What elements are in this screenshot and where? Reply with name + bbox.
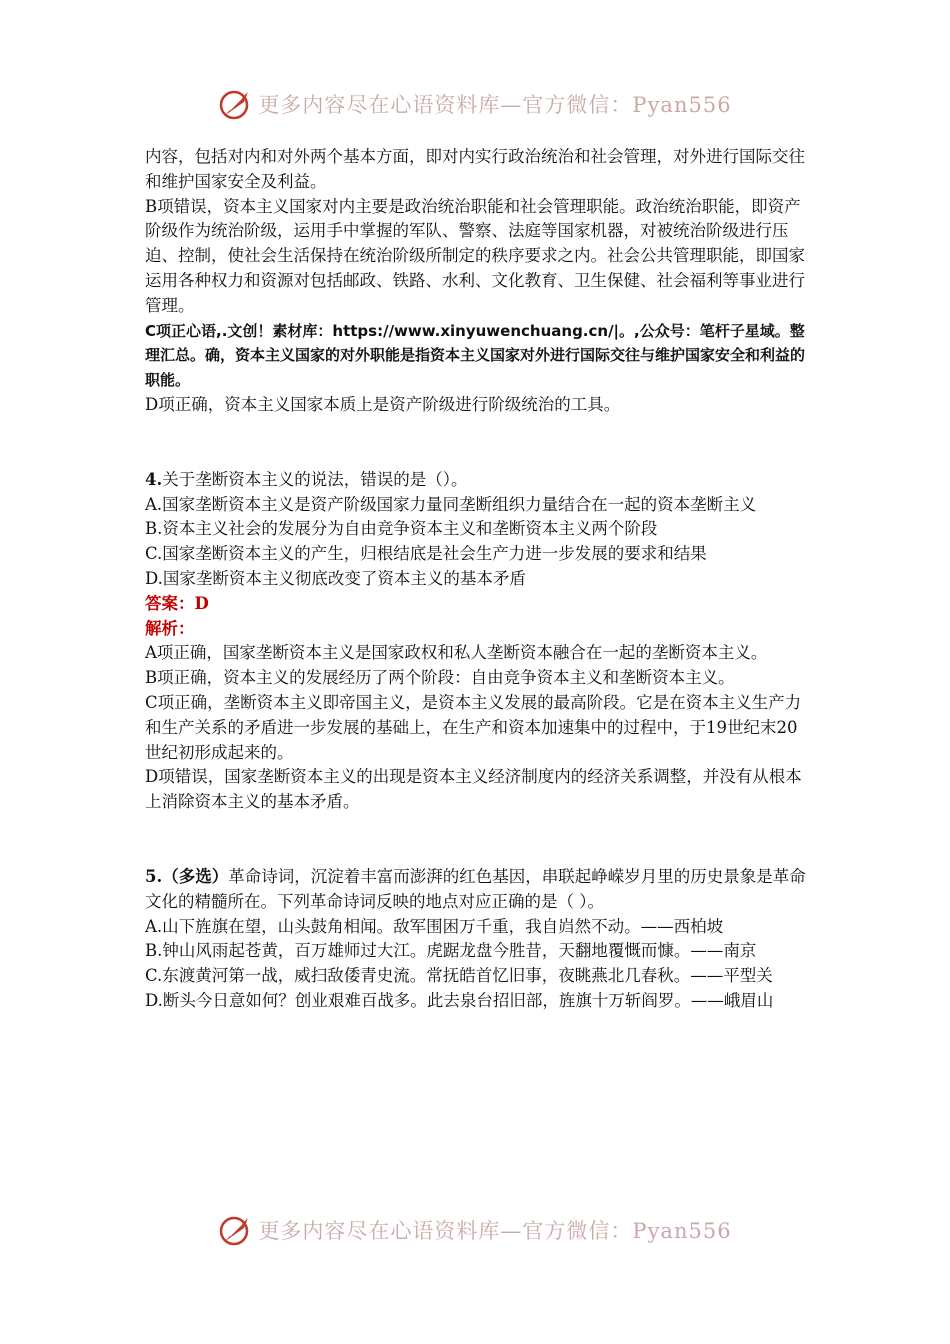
question-4-option-a: A.国家垄断资本主义是资产阶级国家力量同垄断组织力量结合在一起的资本垄断主义 xyxy=(145,494,757,514)
question-5-option-d: D.断头今日意如何？创业艰难百战多。此去泉台招旧部，旌旗十万斩阎罗。——峨眉山 xyxy=(145,990,774,1010)
question-4-answer: 答案：D xyxy=(145,593,209,613)
quill-logo-icon xyxy=(218,1212,254,1248)
question-4-option-d: D.国家垄断资本主义彻底改变了资本主义的基本矛盾 xyxy=(145,568,526,588)
question-4-stem xyxy=(145,468,813,493)
question-5-option-b: B.钟山风雨起苍黄，百万雄师过大江。虎踞龙盘今胜昔，天翻地覆慨而慷。——南京 xyxy=(145,941,757,961)
prev-paragraph-2: B项错误，资本主义国家对内主要是政治统治职能和社会管理职能。政治统治职能，即资产阶级作为统治阶级，运用手中掌握的军队、警察、法庭等国家机器，对被统治阶级进行压迫、控制，使社会生活保持在统治阶级所制定的秩序要求之内。社会公共管理职能，即国家运用各种权力和资源对包括邮政、铁路、水利、文化教育、卫生保健、社会福利等事业进行管理。 xyxy=(145,196,805,315)
question-4-number: 4. xyxy=(145,469,163,489)
question-4-explanation-c: C项正确，垄断资本主义即帝国主义，是资本主义发展的最高阶段。它是在资本主义生产力和生产关系的矛盾进一步发展的基础上，在生产和资本加速集中的过程中，于19世纪末20世纪初形成起来的。 xyxy=(145,692,802,762)
question-4-analysis-label: 解析： xyxy=(145,618,195,638)
quill-logo-icon xyxy=(218,86,254,122)
question-4-text: 关于垄断资本主义的说法，错误的是（）。 xyxy=(162,469,468,489)
question-4-explanation-d: D项错误，国家垄断资本主义的出现是资本主义经济制度内的经济关系调整，并没有从根本上消除资本主义的基本矛盾。 xyxy=(145,767,802,812)
header-watermark xyxy=(0,82,950,126)
prev-paragraph-1: 内容，包括对内和对外两个基本方面，即对内实行政治统治和社会管理，对外进行国际交往和维护国家安全及利益。 xyxy=(145,147,805,191)
question-4-option-c: C.国家垄断资本主义的产生，归根结底是社会生产力进一步发展的要求和结果 xyxy=(145,544,707,564)
question-5-text: 革命诗词，沉淀着丰富而澎湃的红色基因，串联起峥嵘岁月里的历史景象是革命文化的精髓所在。下列革命诗词反映的地点对应正确的是（ ）。 xyxy=(145,866,806,911)
footer-watermark xyxy=(0,1208,950,1252)
question-4-explanation-b: B项正确，资本主义的发展经历了两个阶段：自由竞争资本主义和垄断资本主义。 xyxy=(145,668,735,688)
prev-paragraph-4: D项正确，资本主义国家本质上是资产阶级进行阶级统治的工具。 xyxy=(145,394,621,414)
question-5-option-c: C.东渡黄河第一战，威扫敌倭青史流。常抚皓首忆旧事，夜眺燕北几春秋。——平型关 xyxy=(145,966,773,986)
question-4-explanation-a: A项正确，国家垄断资本主义是国家政权和私人垄断资本融合在一起的垄断资本主义。 xyxy=(145,643,768,663)
question-4-option-b: B.资本主义社会的发展分为自由竞争资本主义和垄断资本主义两个阶段 xyxy=(145,519,658,539)
document-body xyxy=(145,145,813,1014)
watermark-text: 更多内容尽在心语资料库—官方微信：Pyan556 xyxy=(258,93,732,117)
question-5-option-a: A.山下旌旗在望，山头鼓角相闻。敌军围困万千重，我自岿然不动。——西柏坡 xyxy=(145,916,724,936)
prev-paragraph-3: C项正心语,.文创！素材库：https://www.xinyuwenchuang.cn/|。,公众号：笔杆子星域。整理汇总。确，资本主义国家的对外职能是指资本主义国家对外进行国际交往与维护国家安全和利益的职能。 xyxy=(145,321,806,390)
question-5-stem xyxy=(145,865,813,915)
question-5-number: 5. xyxy=(145,866,163,886)
watermark-text: 更多内容尽在心语资料库—官方微信：Pyan556 xyxy=(258,1219,732,1243)
question-5-tag: （多选） xyxy=(162,866,229,886)
